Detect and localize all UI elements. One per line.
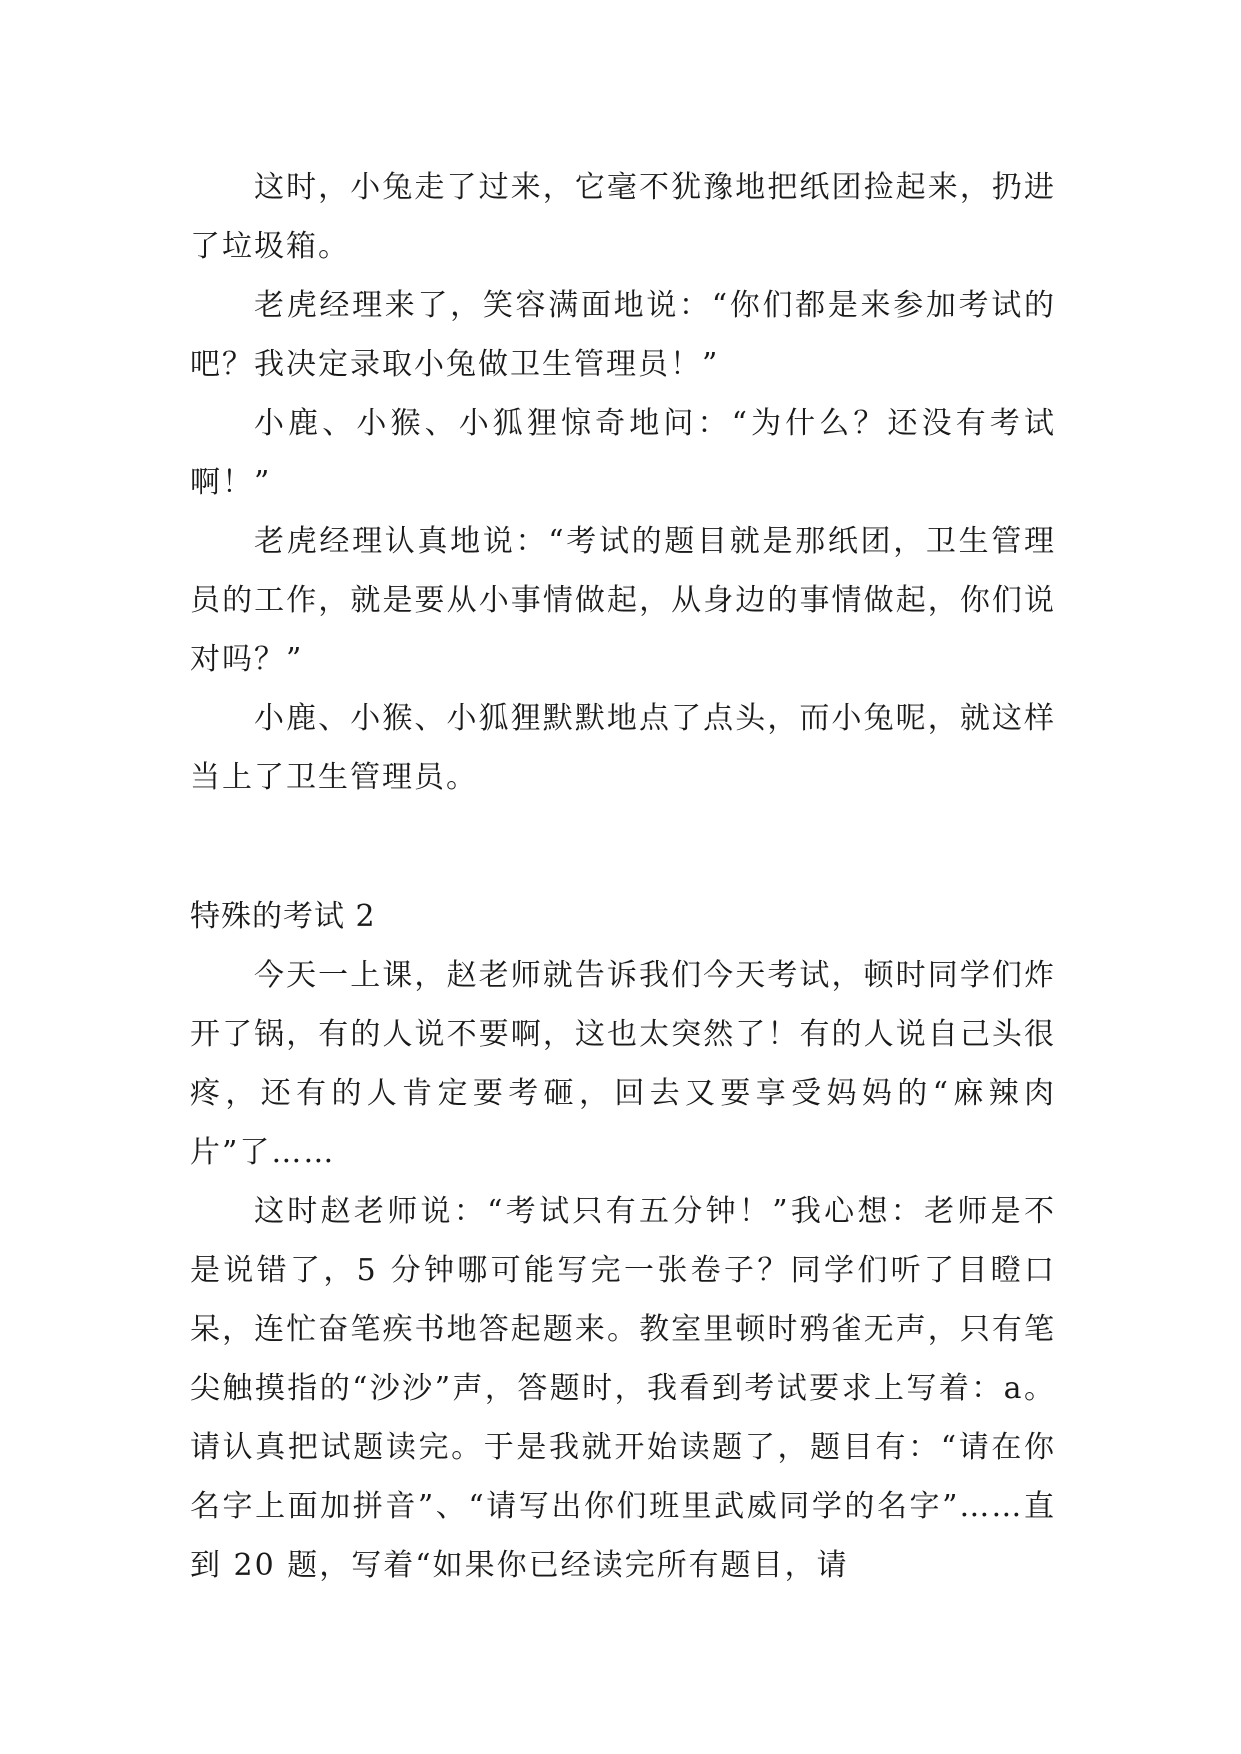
- section-title: 特殊的考试 2: [190, 899, 376, 934]
- paragraph: 小鹿、小猴、小狐狸默默地点了点头，而小兔呢，就这样当上了卫生管理员。: [190, 701, 1056, 795]
- document-body: [190, 158, 1056, 1595]
- paragraph: 老虎经理认真地说：“考试的题目就是那纸团，卫生管理员的工作，就是要从小事情做起，从身边的事情做起，你们说对吗？”: [190, 524, 1056, 677]
- paragraph: 老虎经理来了，笑容满面地说：“你们都是来参加考试的吧？我决定录取小兔做卫生管理员！”: [190, 288, 1056, 382]
- paragraph: 今天一上课，赵老师就告诉我们今天考试，顿时同学们炸开了锅，有的人说不要啊，这也太突然了！有的人说自己头很疼，还有的人肯定要考砸，回去又要享受妈妈的“麻辣肉片”了……: [190, 958, 1056, 1170]
- paragraph: 小鹿、小猴、小狐狸惊奇地问：“为什么？还没有考试啊！”: [190, 406, 1056, 500]
- paragraph: 这时赵老师说：“考试只有五分钟！”我心想：老师是不是说错了，5 分钟哪可能写完一张卷子？同学们听了目瞪口呆，连忙奋笔疾书地答起题来。教室里顿时鸦雀无声，只有笔尖触摸指的“沙沙”声，答题时，我看到考试要求上写着：a。请认真把试题读完。于是我就开始读题了，题目有：“请在你名字上面加拼音”、“请写出你们班里武威同学的名字”……直到 20 题，写着“如果你已经读完所有题目，请: [190, 1194, 1056, 1583]
- paragraph: 这时，小兔走了过来，它毫不犹豫地把纸团捡起来，扔进了垃圾箱。: [190, 170, 1056, 264]
